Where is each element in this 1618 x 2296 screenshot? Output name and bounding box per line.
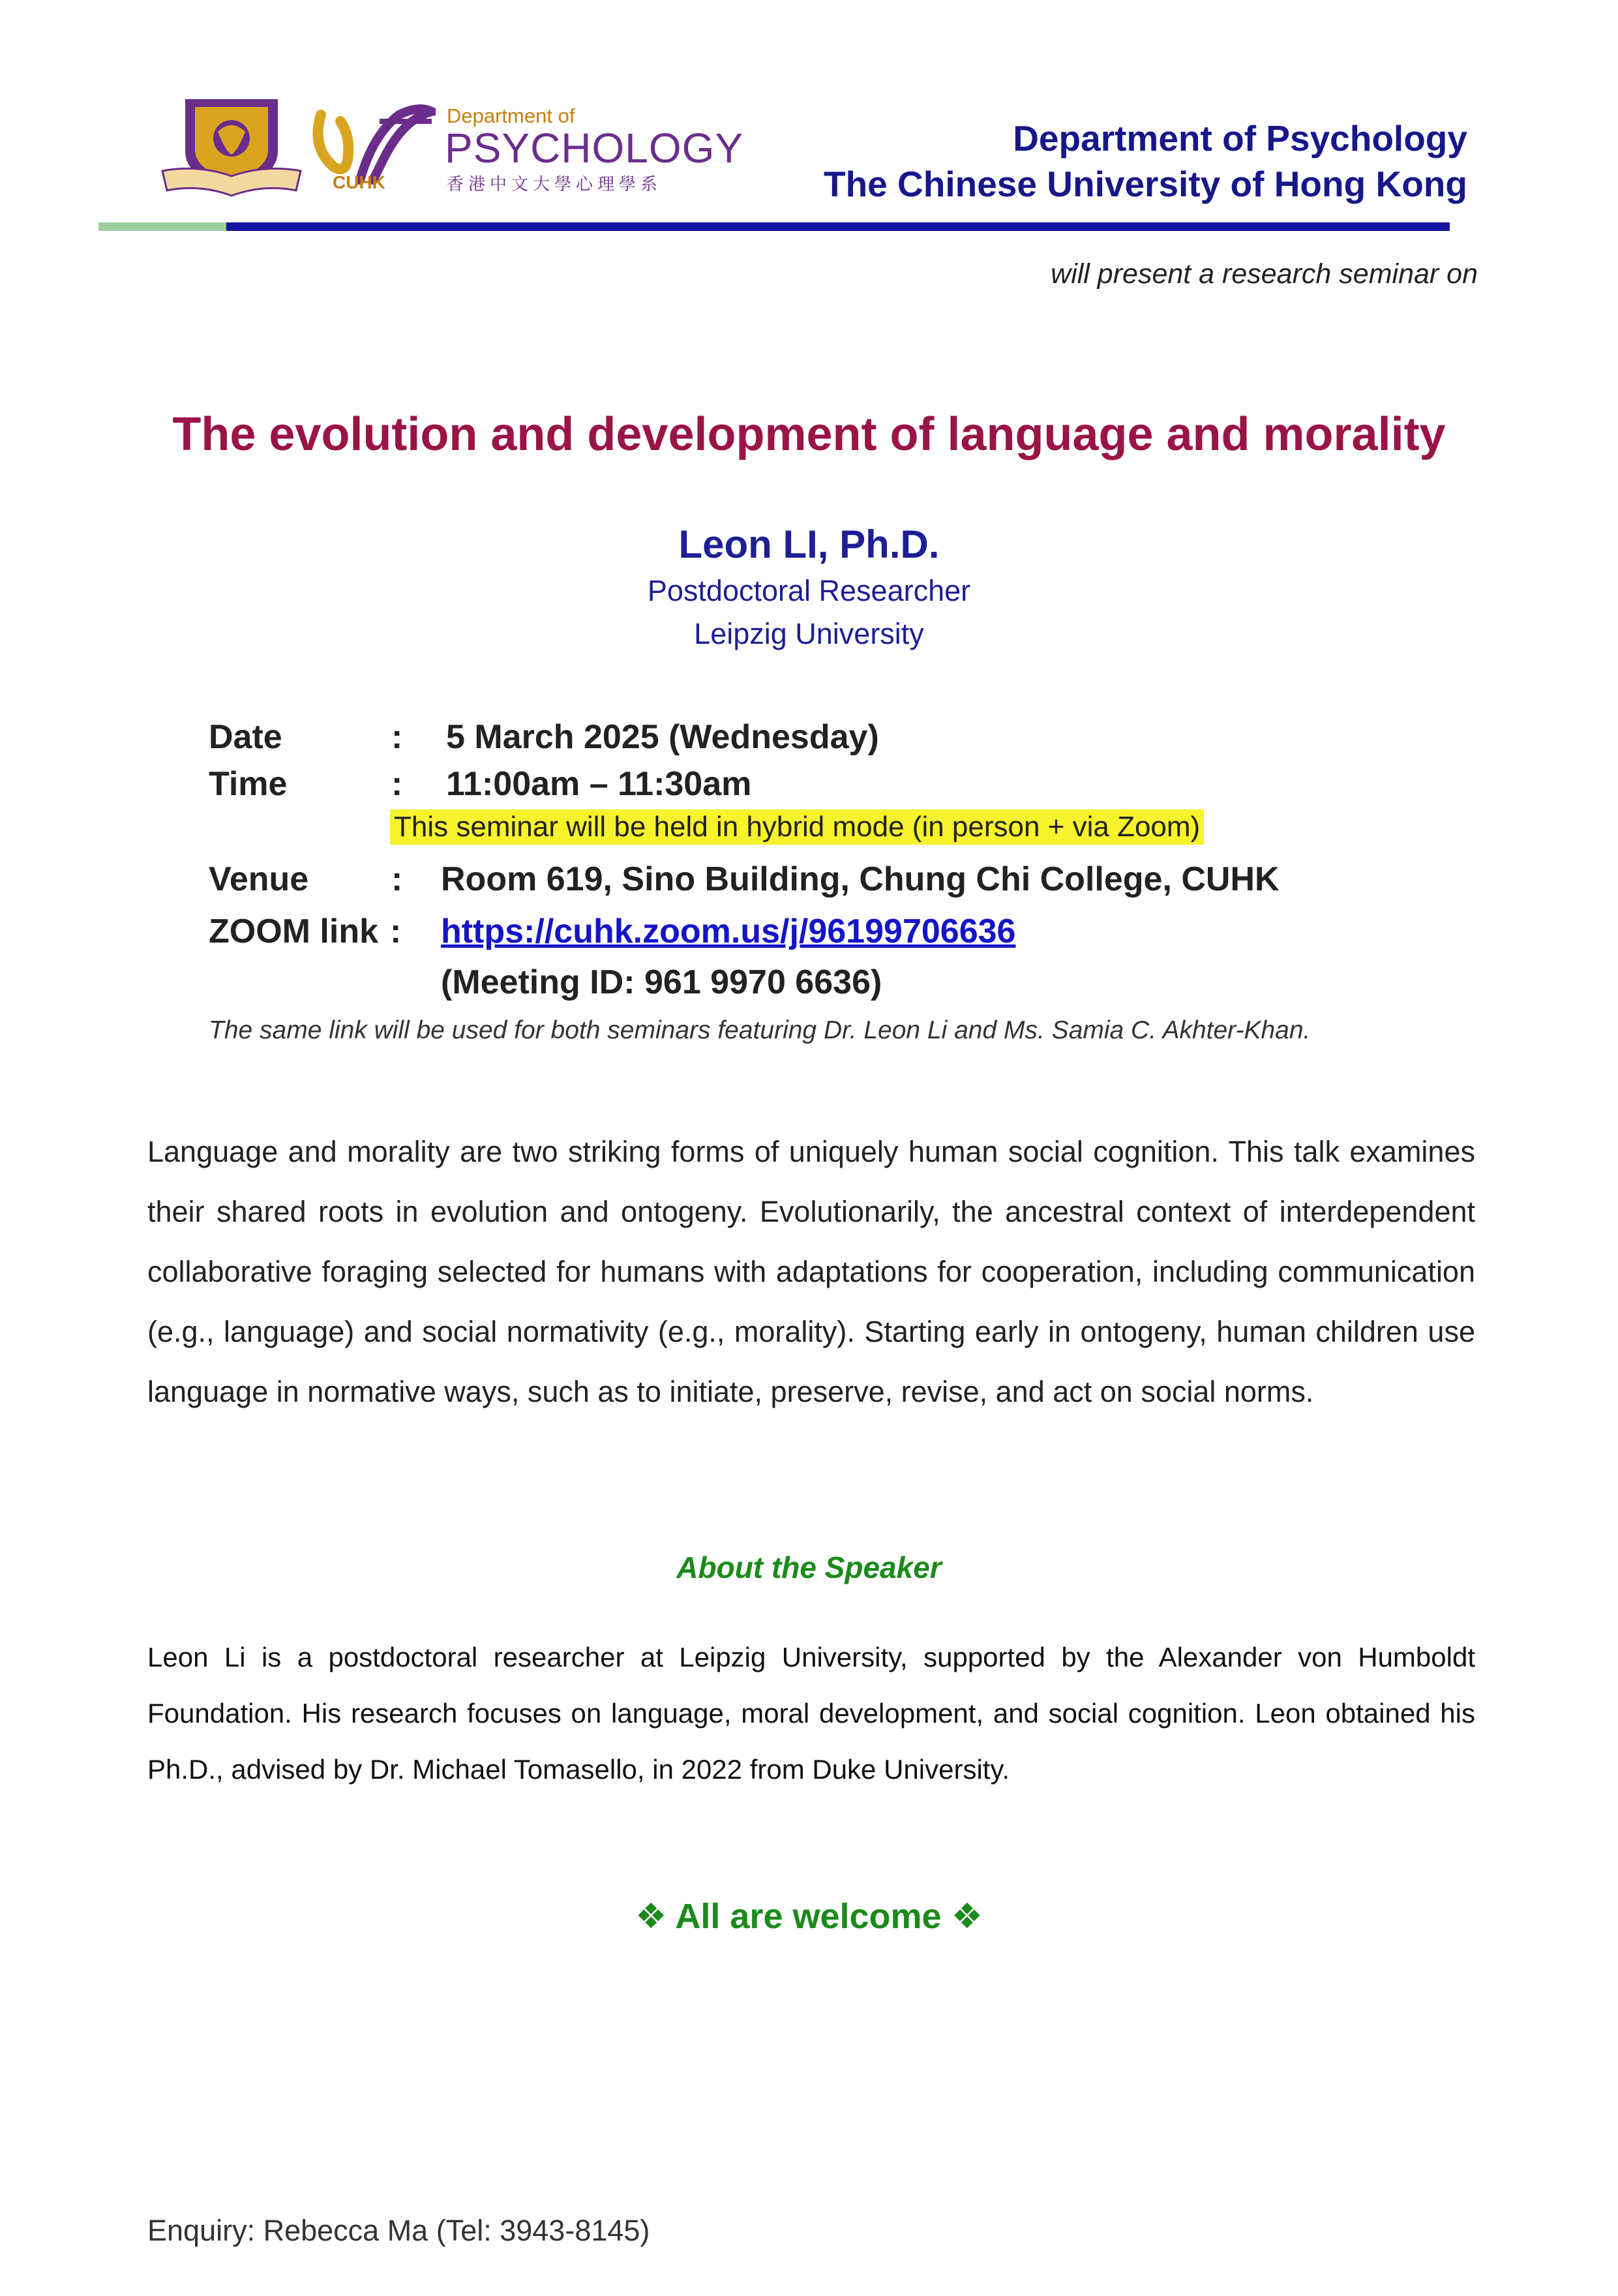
seminar-title: The evolution and development of language and morality xyxy=(172,408,1446,461)
speaker-name: Leon LI, Ph.D. xyxy=(678,522,940,566)
welcome-line: ❖ All are welcome ❖ xyxy=(635,1897,983,1936)
time-label: Time xyxy=(209,765,288,803)
speaker-position: Postdoctoral Researcher xyxy=(647,574,971,607)
time-value: 11:00am – 11:30am xyxy=(446,765,752,803)
venue-colon: : xyxy=(391,860,403,898)
speaker-institution: Leipzig University xyxy=(694,617,924,650)
date-colon: : xyxy=(391,718,403,756)
logo-chinese-name: 香港中文大學心理學系 xyxy=(447,175,663,194)
meeting-id: (Meeting ID: 961 9970 6636) xyxy=(441,963,882,1001)
header-rule-navy xyxy=(226,222,1450,231)
zoom-colon: : xyxy=(390,913,402,950)
header-department: Department of Psychology xyxy=(1013,118,1467,159)
speaker-bio: Leon Li is a postdoctoral researcher at Leipzig University, supported by the Alexander von Humboldt Foundation. His research focuses on language, moral development, and social cognition. Leon obtained his Ph.D., advised by Dr. Michael Tomasello, in 2022 from Duke University. xyxy=(147,1642,1475,1785)
header-rule-green xyxy=(98,222,226,231)
header-university: The Chinese University of Hong Kong xyxy=(823,164,1467,204)
hybrid-mode-note: This seminar will be held in hybrid mode (in person + via Zoom) xyxy=(390,809,1204,845)
cuhk-crest-logo xyxy=(159,93,304,197)
abstract-paragraph: Language and morality are two striking forms of uniquely human social cognition. This talk examines their shared roots in evolution and ontogeny. Evolutionarily, the ancestral context of interdependent collaborative foraging selected for humans with adaptations for cooperation, including communication (e.g., language) and social normativity (e.g., morality). Starting early in ontogeny, human children use language in normative ways, such as to initiate, preserve, revise, and act on social norms. xyxy=(147,1135,1475,1408)
enquiry-contact: Enquiry: Rebecca Ma (Tel: 3943-8145) xyxy=(147,2214,650,2247)
shared-link-note: The same link will be used for both seminars featuring Dr. Leon Li and Ms. Samia C. Akhter-Khan. xyxy=(209,1016,1311,1044)
venue-label: Venue xyxy=(209,860,309,898)
zoom-link[interactable]: https://cuhk.zoom.us/j/96199706636 xyxy=(441,913,1016,950)
date-label: Date xyxy=(209,718,282,756)
intro-line: will present a research seminar on xyxy=(1051,258,1478,290)
zoom-label: ZOOM link xyxy=(209,913,378,950)
date-value: 5 March 2025 (Wednesday) xyxy=(446,718,879,756)
about-speaker-heading: About the Speaker xyxy=(676,1550,942,1584)
logo-department-of: Department of xyxy=(447,104,575,127)
time-colon: : xyxy=(391,765,403,803)
cuhk-logo-text: CUHK xyxy=(333,172,385,192)
logo-psychology-word: PSYCHOLOGY xyxy=(445,125,744,172)
venue-value: Room 619, Sino Building, Chung Chi College, CUHK xyxy=(441,860,1280,898)
